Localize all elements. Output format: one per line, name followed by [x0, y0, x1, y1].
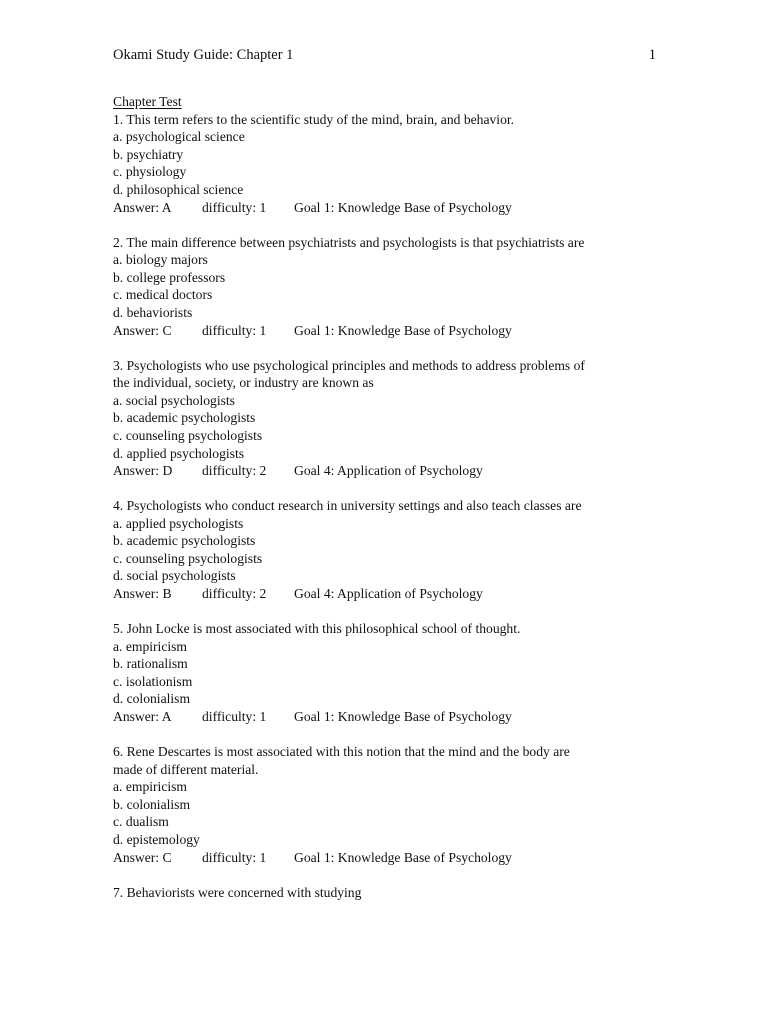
- answer-option: d. epistemology: [113, 832, 200, 847]
- answer-option: c. counseling psychologists: [113, 427, 263, 443]
- answer-option: c. physiology: [113, 164, 187, 180]
- goal-label: Goal 1: Knowledge Base of Psychology: [294, 849, 512, 865]
- answer-option: c. isolationism: [113, 673, 193, 689]
- answer-key: Answer: C: [113, 849, 172, 865]
- question-stem: made of different material.: [113, 761, 259, 777]
- page-header: [113, 47, 656, 67]
- answer-option: a. empiricism: [113, 638, 187, 654]
- question-stem: 3. Psychologists who use psychological principles and methods to address problems of: [113, 357, 585, 373]
- document-body: [113, 93, 658, 901]
- answer-option: b. psychiatry: [113, 146, 184, 162]
- goal-label: Goal 4: Application of Psychology: [294, 463, 483, 479]
- answer-option: c. medical doctors: [113, 287, 213, 303]
- answer-option: d. colonialism: [113, 691, 191, 707]
- answer-line: [113, 708, 658, 726]
- goal-label: Goal 1: Knowledge Base of Psychology: [294, 199, 512, 215]
- answer-option: b. rationalism: [113, 656, 188, 672]
- answer-option: a. empiricism: [113, 779, 187, 795]
- answer-option: a. biology majors: [113, 252, 208, 268]
- answer-option: a. social psychologists: [113, 392, 235, 408]
- answer-line: [113, 199, 658, 217]
- answer-key: Answer: A: [113, 709, 172, 725]
- question-stem: 2. The main difference between psychiatrists and psychologists is that psychiatrists are: [113, 234, 585, 250]
- page-number: 1: [648, 47, 656, 63]
- question-stem: 4. Psychologists who conduct research in university settings and also teach classes are: [113, 498, 582, 514]
- question-block: [113, 357, 658, 481]
- goal-label: Goal 4: Application of Psychology: [294, 586, 483, 602]
- difficulty-label: difficulty: 1: [202, 709, 267, 725]
- answer-option: d. philosophical science: [113, 181, 244, 197]
- difficulty-label: difficulty: 2: [202, 463, 267, 479]
- question-stem: 5. John Locke is most associated with this philosophical school of thought.: [113, 621, 521, 637]
- answer-option: b. college professors: [113, 269, 226, 285]
- question-block: [113, 497, 658, 603]
- goal-label: Goal 1: Knowledge Base of Psychology: [294, 709, 512, 725]
- answer-key: Answer: A: [113, 199, 172, 215]
- difficulty-label: difficulty: 1: [202, 322, 267, 338]
- section-title: Chapter Test: [113, 94, 182, 109]
- answer-key: Answer: C: [113, 322, 172, 338]
- answer-option: d. social psychologists: [113, 568, 236, 584]
- question-stem: 6. Rene Descartes is most associated with this notion that the mind and the body are: [113, 744, 570, 760]
- answer-key: Answer: D: [113, 463, 173, 479]
- question-block: [113, 620, 658, 726]
- question-stem: the individual, society, or industry are known as: [113, 375, 374, 391]
- answer-option: d. applied psychologists: [113, 445, 245, 461]
- goal-label: Goal 1: Knowledge Base of Psychology: [294, 322, 512, 338]
- header-title: Okami Study Guide: Chapter 1: [113, 47, 294, 63]
- answer-option: c. dualism: [113, 814, 169, 830]
- difficulty-label: difficulty: 1: [202, 849, 267, 865]
- answer-line: [113, 322, 658, 340]
- answer-line: [113, 849, 658, 867]
- answer-option: b. colonialism: [113, 796, 191, 812]
- difficulty-label: difficulty: 2: [202, 586, 267, 602]
- question-block: [113, 743, 658, 867]
- question-list: [113, 111, 658, 867]
- question-block: [113, 111, 658, 217]
- answer-option: a. psychological science: [113, 129, 245, 145]
- difficulty-label: difficulty: 1: [202, 199, 267, 215]
- question-stem-last: 7. Behaviorists were concerned with studying: [113, 884, 362, 900]
- answer-option: d. behaviorists: [113, 304, 193, 320]
- answer-option: b. academic psychologists: [113, 410, 256, 426]
- answer-key: Answer: B: [113, 586, 172, 602]
- answer-line: [113, 462, 658, 480]
- answer-option: b. academic psychologists: [113, 533, 256, 549]
- question-block: [113, 234, 658, 340]
- answer-line: [113, 585, 658, 603]
- answer-option: a. applied psychologists: [113, 515, 244, 531]
- question-stem: 1. This term refers to the scientific study of the mind, brain, and behavior.: [113, 111, 515, 127]
- answer-option: c. counseling psychologists: [113, 550, 263, 566]
